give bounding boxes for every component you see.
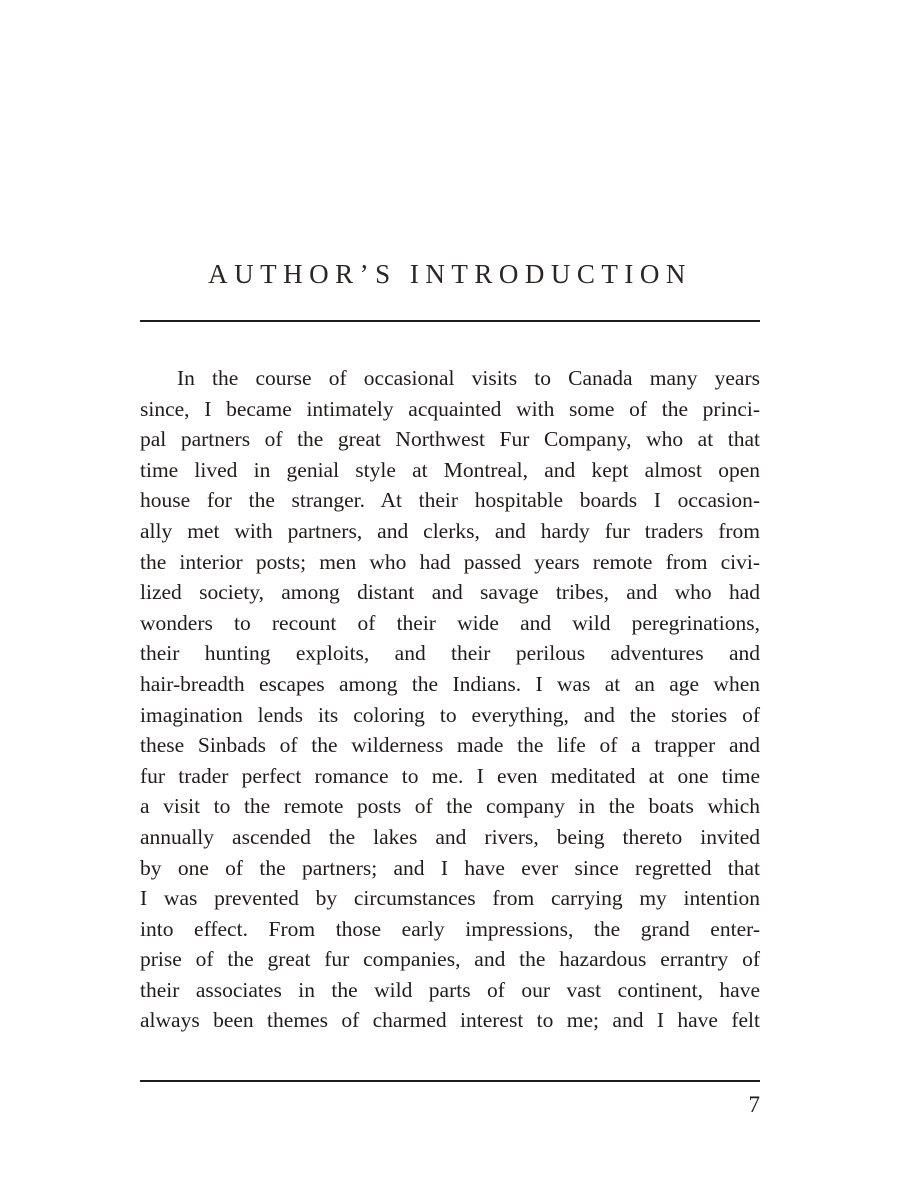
body-paragraph (140, 363, 760, 1036)
bottom-rule (140, 1080, 760, 1082)
page-number: 7 (748, 1092, 760, 1118)
text-line: imagination lends its coloring to everything, and the stories of (140, 702, 760, 727)
text-line: a visit to the remote posts of the company in the boats which (140, 794, 760, 819)
text-line: wonders to recount of their wide and wild peregrinations, (140, 610, 760, 635)
text-line: fur trader perfect romance to me. I even meditated at one time (140, 763, 760, 788)
text-line: their hunting exploits, and their perilous adventures and (140, 641, 760, 666)
text-line: I was prevented by circumstances from carrying my intention (140, 886, 760, 911)
text-line: pal partners of the great Northwest Fur Company, who at that (140, 427, 760, 452)
text-line: ally met with partners, and clerks, and hardy fur traders from (140, 518, 760, 543)
text-column (140, 259, 760, 1119)
text-line: the interior posts; men who had passed years remote from civi- (140, 549, 760, 574)
text-line: hair-breadth escapes among the Indians. I was at an age when (140, 671, 760, 696)
text-line: since, I became intimately acquainted with some of the princi- (140, 396, 760, 421)
text-line: into effect. From those early impressions, the grand enter- (140, 916, 760, 941)
text-line: In the course of occasional visits to Canada many years (177, 366, 760, 390)
text-line: house for the stranger. At their hospitable boards I occasion- (140, 488, 760, 513)
text-line: annually ascended the lakes and rivers, being thereto invited (140, 824, 760, 849)
text-line: prise of the great fur companies, and the hazardous errantry of (140, 947, 760, 972)
chapter-heading: AUTHOR’S INTRODUCTION (208, 259, 692, 289)
text-line: by one of the partners; and I have ever since regretted that (140, 855, 760, 880)
text-line: these Sinbads of the wilderness made the life of a trapper and (140, 733, 760, 758)
text-line: always been themes of charmed interest to me; and I have felt (140, 1008, 760, 1033)
text-line: their associates in the wild parts of our vast continent, have (140, 977, 760, 1002)
top-rule (140, 320, 760, 322)
text-line: lized society, among distant and savage tribes, and who had (140, 580, 760, 605)
text-line: time lived in genial style at Montreal, and kept almost open (140, 457, 760, 482)
